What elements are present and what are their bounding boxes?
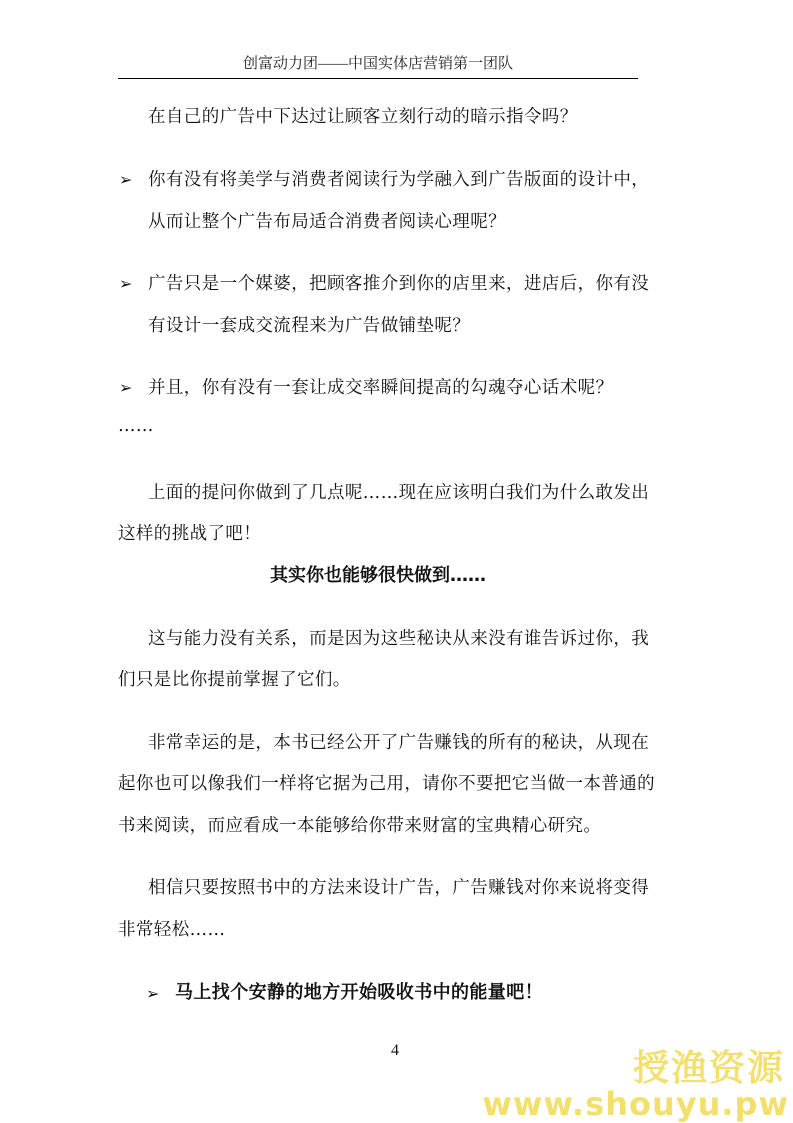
bullet-arrow-icon: ➢ — [119, 274, 133, 293]
call-to-action-line: 马上找个安静的地方开始吸收书中的能量吧！ — [175, 982, 543, 1003]
bullet-line: 有设计一套成交流程来为广告做铺垫呢？ — [148, 316, 471, 336]
paragraph-line: 这与能力没有关系，而是因为这些秘诀从来没有谁告诉过你，我 — [148, 629, 650, 649]
page-header: 创富动力团——中国实体店营销第一团队 — [242, 56, 513, 72]
watermark-text: 授渔资源 — [632, 1048, 785, 1089]
bullet-line: 并且，你有没有一套让成交率瞬间提高的勾魂夺心话术呢？ — [148, 378, 614, 398]
bullet-line: 从而让整个广告布局适合消费者阅读心理呢？ — [148, 212, 506, 232]
paragraph-line: 书来阅读，而应看成一本能够给你带来财富的宝典精心研究。 — [118, 816, 602, 836]
bullet-arrow-icon: ➢ — [119, 378, 133, 397]
page-number: 4 — [391, 1042, 399, 1059]
paragraph-line: 起你也可以像我们一样将它据为己用，请你不要把它当做一本普通的 — [118, 774, 655, 794]
ellipsis: …… — [118, 416, 154, 436]
paragraph-line: 非常幸运的是，本书已经公开了广告赚钱的所有的秘诀，从现在 — [148, 733, 650, 753]
paragraph-line: 们只是比你提前掌握了它们。 — [118, 670, 351, 690]
header-rule — [118, 78, 638, 79]
section-heading: 其实你也能够很快做到…… — [270, 565, 486, 586]
bullet-arrow-icon: ➢ — [146, 984, 160, 1003]
watermark-url: www.shouyu.pw — [482, 1085, 789, 1123]
bullet-line: 你有没有将美学与消费者阅读行为学融入到广告版面的设计中， — [148, 170, 650, 190]
bullet-arrow-icon: ➢ — [119, 170, 133, 189]
bullet-line: 广告只是一个媒婆，把顾客推介到你的店里来，进店后，你有没 — [148, 274, 650, 294]
paragraph-line: 相信只要按照书中的方法来设计广告，广告赚钱对你来说将变得 — [148, 878, 650, 898]
paragraph-line: 这样的挑战了吧！ — [118, 524, 262, 544]
paragraph-line: 在自己的广告中下达过让顾客立刻行动的暗示指令吗？ — [148, 107, 578, 127]
paragraph-line: 上面的提问你做到了几点呢……现在应该明白我们为什么敢发出 — [148, 483, 650, 503]
paragraph-line: 非常轻松…… — [118, 920, 226, 940]
